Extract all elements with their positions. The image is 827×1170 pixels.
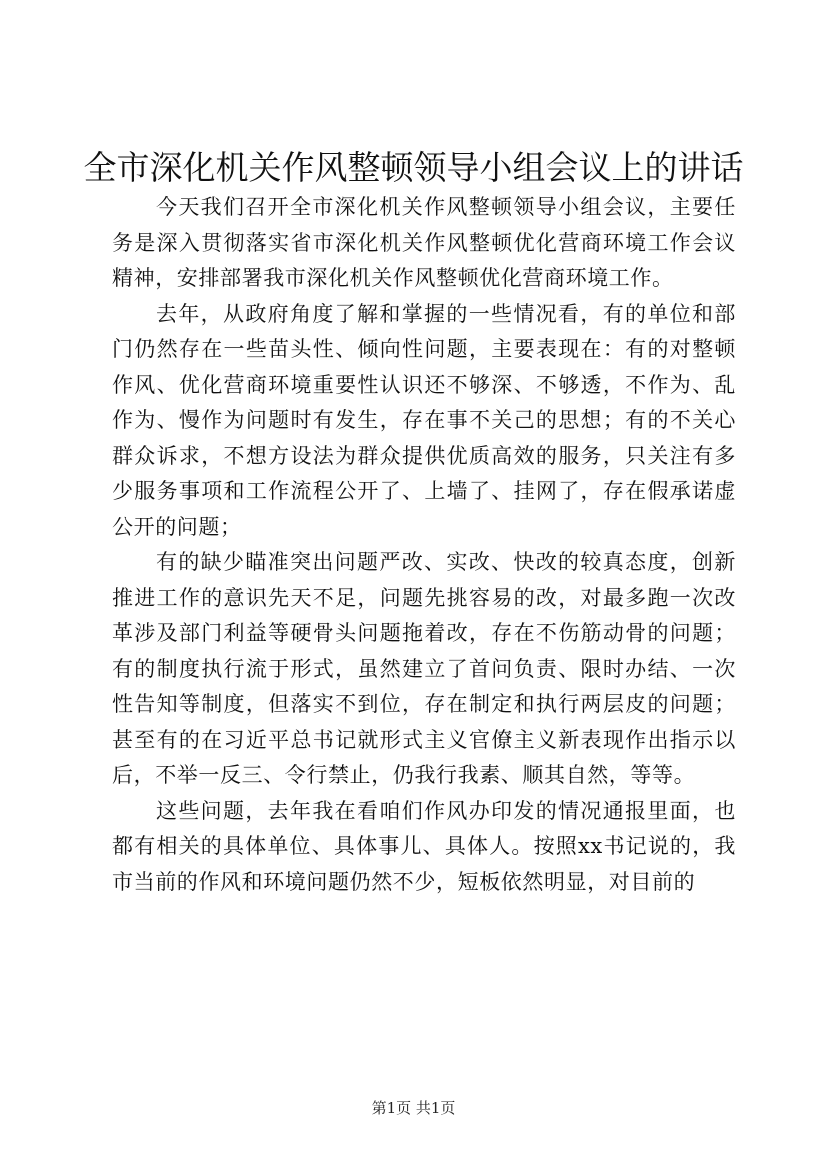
document-body bbox=[112, 190, 736, 900]
document-title: 全市深化机关作风整顿领导小组会议上的讲话 bbox=[83, 148, 744, 187]
paragraph-4: 这些问题，去年我在看咱们作风办印发的情况通报里面，也都有相关的具体单位、具体事儿、具体人。按照xx书记说的，我市当前的作风和环境问题仍然不少，短板依然明显，对目前的 bbox=[112, 798, 736, 894]
paragraph-3: 有的缺少瞄准突出问题严改、实改、快改的较真态度，创新推进工作的意识先天不足，问题先挑容易的改，对最多跑一次改革涉及部门利益等硬骨头问题拖着改，存在不伤筋动骨的问题；有的制度执行流于形式，虽然建立了首问负责、限时办结、一次性告知等制度，但落实不到位，存在制定和执行两层皮的问题；甚至有的在习近平总书记就形式主义官僚主义新表现作出指示以后，不举一反三、令行禁止，仍我行我素、顺其自然，等等。 bbox=[112, 550, 736, 787]
paragraph-2: 去年，从政府角度了解和掌握的一些情况看，有的单位和部门仍然存在一些苗头性、倾向性问题，主要表现在：有的对整顿作风、优化营商环境重要性认识还不够深、不够透，不作为、乱作为、慢作为问题时有发生，存在事不关己的思想；有的不关心群众诉求，不想方设法为群众提供优质高效的服务，只关注有多少服务事项和工作流程公开了、上墙了、挂网了，存在假承诺虚公开的问题； bbox=[112, 301, 736, 539]
paragraph-1: 今天我们召开全市深化机关作风整顿领导小组会议，主要任务是深入贯彻落实省市深化机关作风整顿优化营商环境工作会议精神，安排部署我市深化机关作风整顿优化营商环境工作。 bbox=[112, 195, 736, 290]
page-footer: 第1页 共1页 bbox=[371, 1099, 456, 1117]
